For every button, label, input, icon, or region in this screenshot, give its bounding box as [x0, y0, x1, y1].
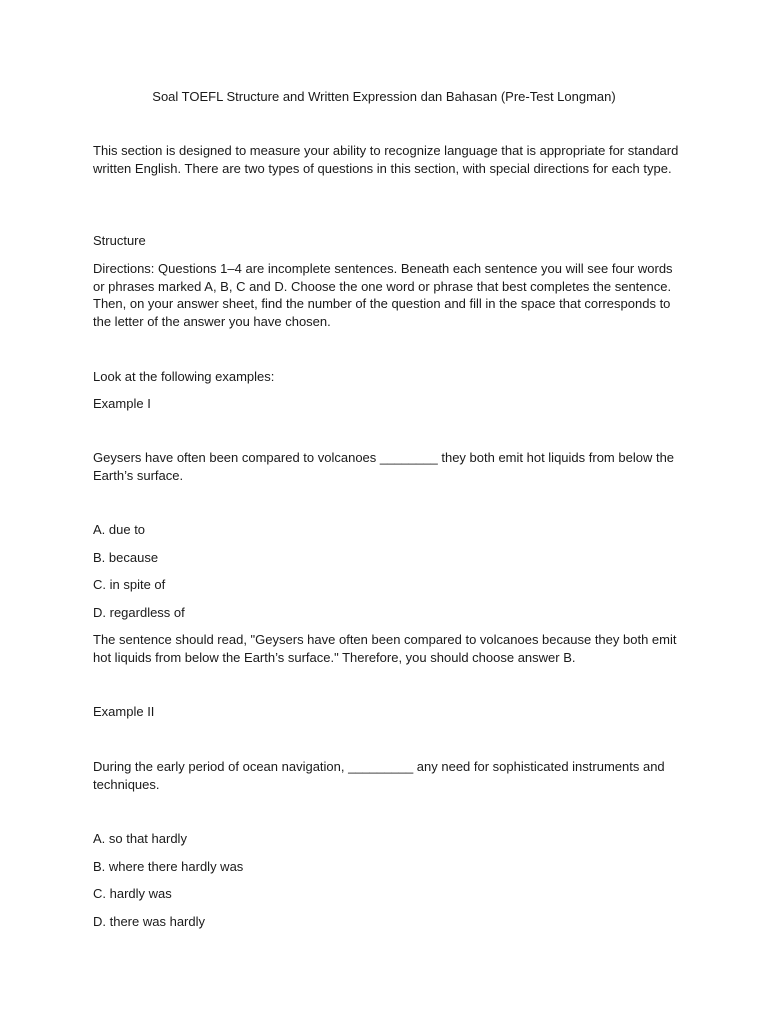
example-2-option-b: B. where there hardly was: [93, 859, 244, 874]
example-1-option-c: C. in spite of: [93, 577, 166, 592]
example-1-option-d: D. regardless of: [93, 605, 185, 620]
example-1-explanation: The sentence should read, "Geysers have often been compared to volcanoes because they both emit hot liquids from below the Earth’s surface." Therefore, you should choose answer B.: [93, 632, 677, 665]
example-2-option-c: C. hardly was: [93, 886, 172, 901]
examples-lead: Look at the following examples:: [93, 369, 275, 384]
example-2-option-d: D. there was hardly: [93, 914, 205, 929]
structure-heading: Structure: [93, 233, 146, 248]
example-2-label: Example II: [93, 704, 155, 719]
example-2-option-a: A. so that hardly: [93, 831, 187, 846]
example-1-option-b: B. because: [93, 550, 159, 565]
directions-paragraph: Directions: Questions 1–4 are incomplete sentences. Beneath each sentence you will see four words or phrases marked A, B, C and D. Choose the one word or phrase that best completes the sentence. Then, on your answer sheet, find the number of the question and fill in the space that corresponds to the letter of the answer you have chosen.: [93, 261, 673, 329]
intro-paragraph: This section is designed to measure your ability to recognize language that is appropriate for standard written English. There are two types of questions in this section, with special directions for each type.: [93, 143, 679, 176]
example-1-option-a: A. due to: [93, 522, 146, 537]
example-1-sentence: Geysers have often been compared to volcanoes ________ they both emit hot liquids from below the Earth’s surface.: [93, 450, 675, 483]
example-2-sentence: During the early period of ocean navigation, _________ any need for sophisticated instruments and techniques.: [93, 759, 665, 792]
document-title: Soal TOEFL Structure and Written Expression dan Bahasan (Pre-Test Longman): [152, 89, 616, 104]
example-1-label: Example I: [93, 396, 151, 411]
